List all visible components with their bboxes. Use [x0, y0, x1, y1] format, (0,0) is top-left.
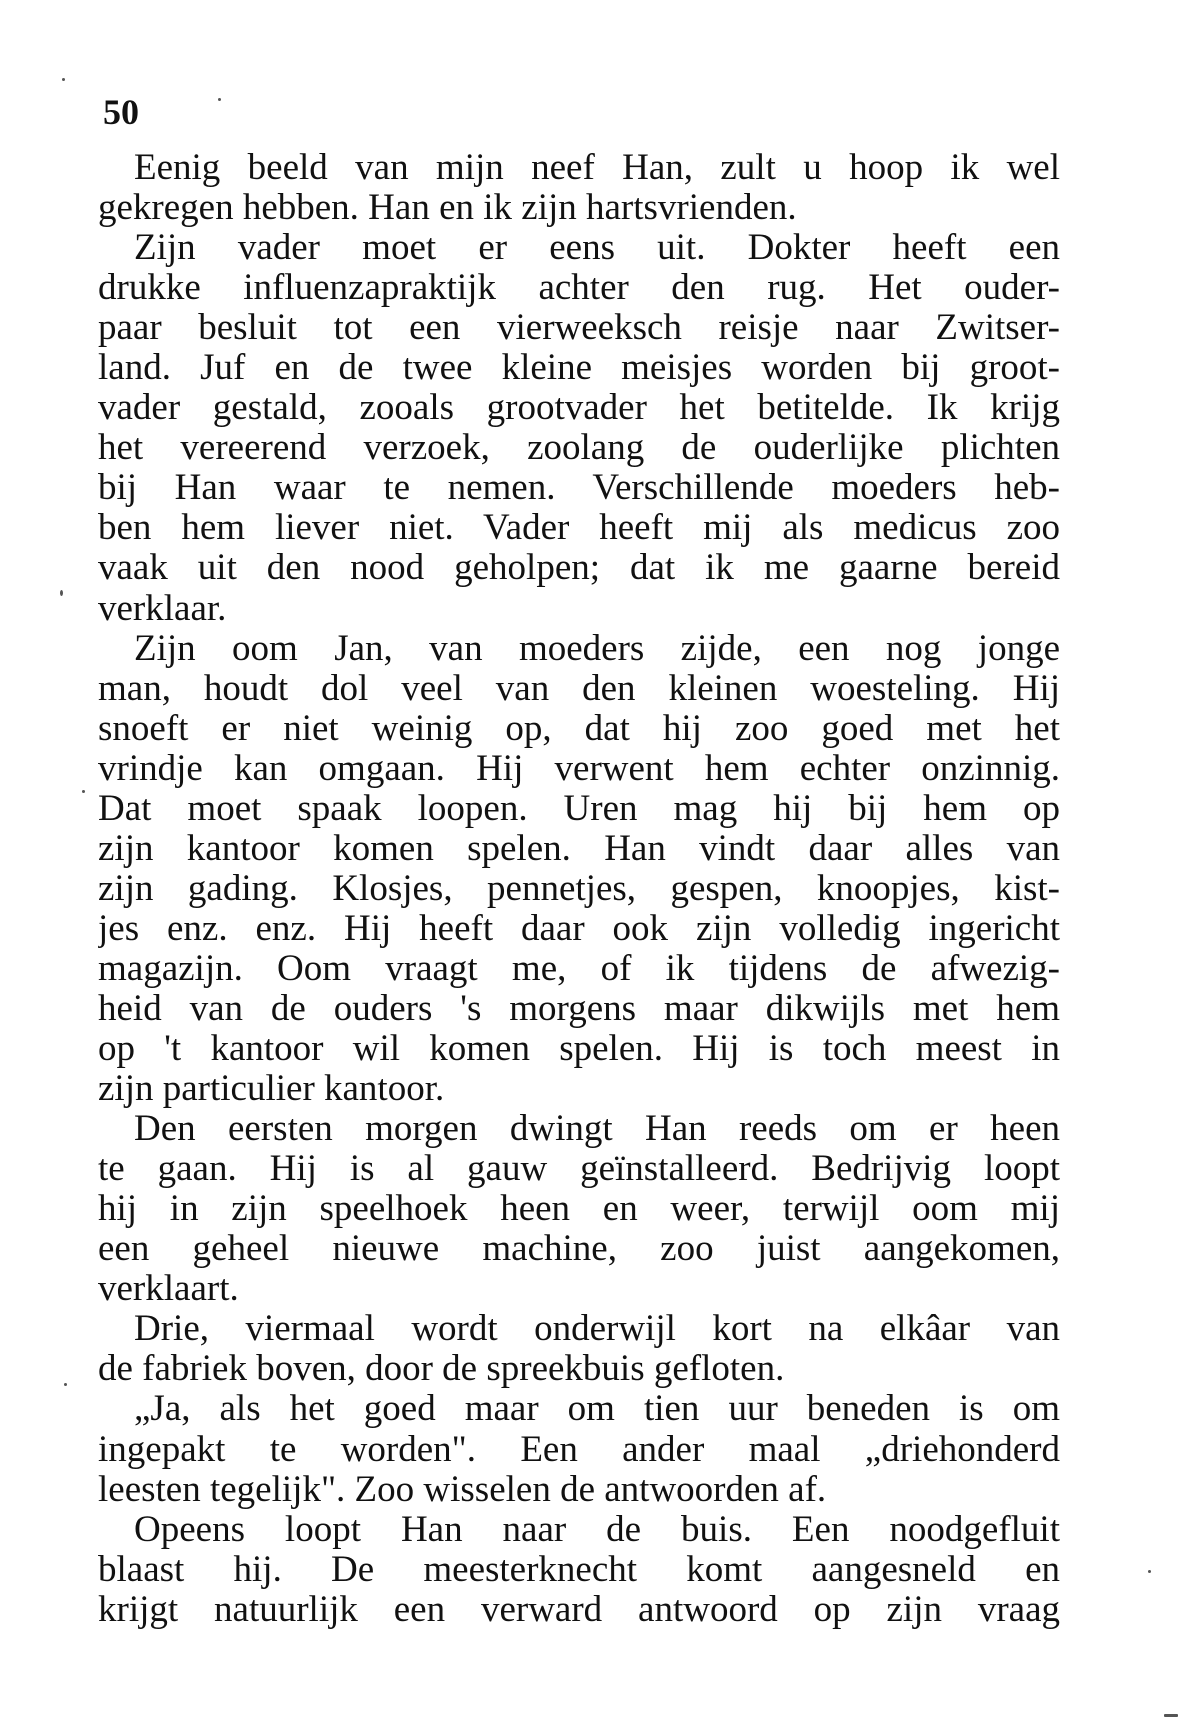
text-line: snoeft er niet weinig op, dat hij zoo goed met het — [98, 708, 1060, 749]
text-line: te gaan. Hij is al gauw geïnstalleerd. Bedrijvig loopt — [98, 1149, 1060, 1190]
text-line: op 't kantoor wil komen spelen. Hij is toch meest in — [98, 1029, 1060, 1070]
text-line: de fabriek boven, door de spreekbuis gefloten. — [98, 1349, 785, 1390]
text-line: zijn gading. Klosjes, pennetjes, gespen, knoopjes, kist- — [98, 868, 1060, 909]
text-line: Opeens loopt Han naar de buis. Een noodgefluit — [134, 1509, 1060, 1550]
text-line: Zijn oom Jan, van moeders zijde, een nog jonge — [134, 628, 1060, 669]
scan-speck — [82, 790, 85, 793]
text-line: blaast hij. De meesterknecht komt aangesneld en — [98, 1549, 1060, 1590]
text-line: gekregen hebben. Han en ik zijn hartsvrienden. — [98, 188, 797, 229]
text-line: Drie, viermaal wordt onderwijl kort na elkâar van — [134, 1309, 1060, 1350]
scan-speck — [218, 98, 221, 101]
text-line: paar besluit tot een vierweeksch reisje naar Zwitser- — [98, 308, 1060, 349]
text-line: vader gestald, zooals grootvader het betitelde. Ik krijg — [98, 388, 1060, 429]
scan-speck — [1164, 1714, 1178, 1717]
text-line: het vereerend verzoek, zoolang de ouderlijke plichten — [98, 428, 1060, 469]
text-line: hij in zijn speelhoek heen en weer, terwijl oom mij — [98, 1189, 1060, 1230]
text-line: vrindje kan omgaan. Hij verwent hem echter onzinnig. — [98, 748, 1060, 789]
text-line: ben hem liever niet. Vader heeft mij als medicus zoo — [98, 508, 1060, 549]
text-line: heid van de ouders 's morgens maar dikwijls met hem — [98, 988, 1060, 1029]
body-text — [98, 148, 1060, 1630]
text-line: krijgt natuurlijk een verward antwoord op zijn vraag — [98, 1589, 1060, 1630]
scan-speck — [64, 1383, 67, 1386]
text-line: Zijn vader moet er eens uit. Dokter heeft een — [134, 228, 1060, 269]
text-line: ingepakt te worden". Een ander maal „driehonderd — [98, 1429, 1060, 1470]
text-line: zijn particulier kantoor. — [98, 1069, 445, 1110]
text-line: Dat moet spaak loopen. Uren mag hij bij hem op — [98, 788, 1060, 829]
scan-speck — [62, 78, 65, 81]
text-line: bij Han waar te nemen. Verschillende moeders heb- — [98, 468, 1060, 509]
text-line: Eenig beeld van mijn neef Han, zult u hoop ik wel — [134, 148, 1060, 188]
page-number: 50 — [103, 92, 139, 132]
text-line: verklaar. — [98, 588, 227, 629]
text-line: verklaart. — [98, 1269, 239, 1310]
text-line: jes enz. enz. Hij heeft daar ook zijn volledig ingericht — [98, 908, 1060, 949]
text-line: man, houdt dol veel van den kleinen woesteling. Hij — [98, 668, 1060, 709]
text-line: „Ja, als het goed maar om tien uur beneden is om — [134, 1389, 1060, 1430]
scan-speck — [60, 590, 63, 596]
text-line: leesten tegelijk". Zoo wisselen de antwoorden af. — [98, 1469, 827, 1510]
text-line: magazijn. Oom vraagt me, of ik tijdens de afwezig- — [98, 948, 1060, 989]
text-line: een geheel nieuwe machine, zoo juist aangekomen, — [98, 1229, 1060, 1270]
text-line: zijn kantoor komen spelen. Han vindt daar alles van — [98, 828, 1060, 869]
text-line: vaak uit den nood geholpen; dat ik me gaarne bereid — [98, 548, 1060, 589]
text-line: land. Juf en de twee kleine meisjes worden bij groot- — [98, 348, 1060, 389]
text-line: Den eersten morgen dwingt Han reeds om er heen — [134, 1109, 1060, 1150]
scan-speck — [1148, 1570, 1151, 1573]
text-line: drukke influenzapraktijk achter den rug. Het ouder- — [98, 268, 1060, 309]
